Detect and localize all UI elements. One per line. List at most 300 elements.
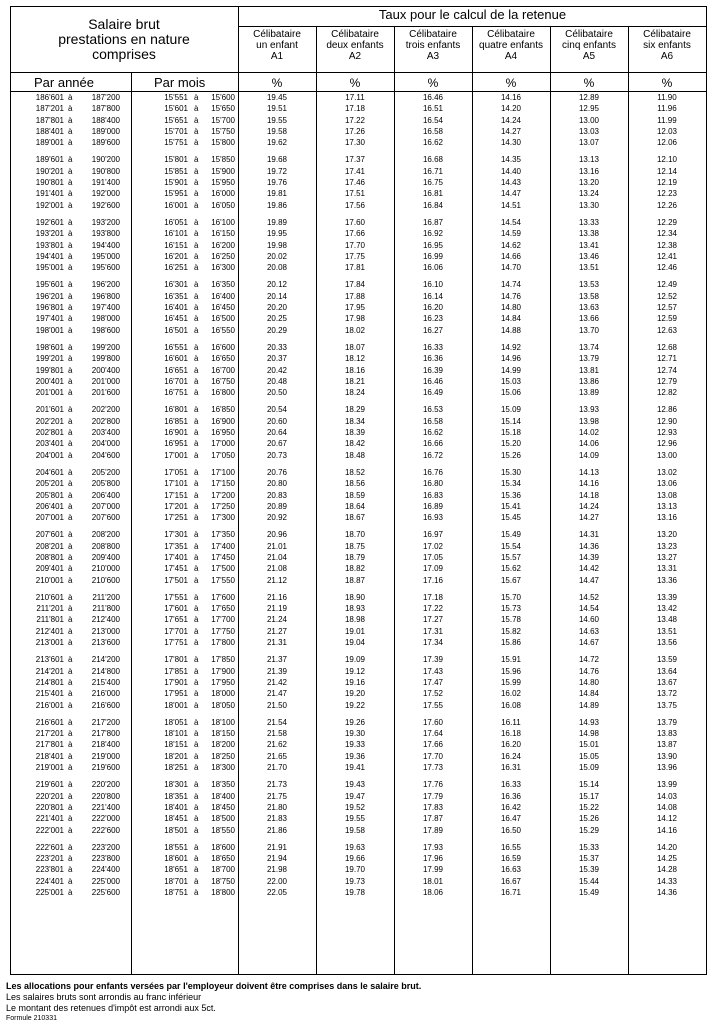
rate-cell-a4: 15.18 (500, 428, 522, 438)
range-separator: à (68, 717, 73, 727)
rate-cell-a4: 16.50 (500, 825, 522, 835)
annual-from: 210'001 (35, 575, 64, 585)
monthly-from: 15'601 (164, 104, 188, 114)
monthly-from: 17'251 (164, 513, 188, 523)
rate-cell-a1: 21.08 (266, 564, 288, 574)
rate-cell-a2: 18.29 (344, 405, 366, 415)
monthly-to: 17'400 (211, 541, 235, 551)
rate-cell-a1: 20.33 (266, 342, 288, 352)
salary-rates-divider (238, 6, 239, 974)
rate-cell-a3: 16.66 (422, 439, 444, 449)
rate-cell-a5: 14.76 (578, 666, 600, 676)
monthly-to: 16'750 (211, 376, 235, 386)
rate-cell-a2: 18.12 (344, 354, 366, 364)
annual-to: 193'200 (91, 217, 120, 227)
table-row (10, 427, 707, 438)
annual-to: 199'200 (91, 342, 120, 352)
rate-cell-a5: 13.51 (578, 263, 600, 273)
rate-cell-a5: 13.79 (578, 354, 600, 364)
rate-cell-a2: 19.55 (344, 814, 366, 824)
annual-to: 198'600 (91, 325, 120, 335)
annual-to: 200'400 (91, 365, 120, 375)
rate-cell-a1: 21.86 (266, 825, 288, 835)
rate-cell-a6: 13.23 (656, 541, 678, 551)
percent-label: % (583, 76, 595, 90)
monthly-from: 15'701 (164, 126, 188, 136)
annual-to: 195'600 (91, 263, 120, 273)
rate-cell-a6: 13.00 (656, 450, 678, 460)
rate-cell-a3: 17.83 (422, 802, 444, 812)
rate-cell-a2: 18.98 (344, 615, 366, 625)
monthly-from: 16'801 (164, 405, 188, 415)
rates-heading: Taux pour le calcul de la retenue (378, 7, 567, 22)
rate-cell-a5: 14.24 (578, 501, 600, 511)
monthly-to: 18'200 (211, 740, 235, 750)
rate-cell-a6: 13.83 (656, 729, 678, 739)
rate-cell-a1: 20.02 (266, 251, 288, 261)
rate-cell-a2: 17.11 (345, 93, 365, 102)
rate-cell-a6: 12.14 (656, 166, 678, 176)
annual-from: 206'401 (35, 501, 64, 511)
monthly-from: 17'351 (164, 541, 188, 551)
percent-label: % (271, 76, 283, 90)
range-separator: à (194, 763, 199, 773)
monthly-to: 17'600 (211, 592, 235, 602)
annual-to: 189'600 (91, 138, 120, 148)
rate-cell-a4: 16.47 (500, 814, 522, 824)
tax-rate-table (10, 6, 707, 897)
monthly-from: 18'351 (164, 791, 188, 801)
rate-cell-a4: 15.67 (500, 575, 522, 585)
range-separator: à (194, 104, 199, 114)
range-separator: à (194, 388, 199, 398)
monthly-to: 16'150 (211, 229, 235, 239)
monthly-to: 16'450 (211, 303, 235, 313)
annual-from: 189'601 (35, 155, 64, 165)
annual-to: 204'000 (91, 439, 120, 449)
rate-cell-a2: 18.39 (344, 428, 366, 438)
rate-cell-a3: 16.95 (422, 240, 444, 250)
range-separator: à (194, 314, 199, 324)
rate-cell-a4: 15.62 (500, 564, 522, 574)
monthly-to: 16'950 (211, 428, 235, 438)
rate-cell-a5: 15.29 (578, 825, 600, 835)
annual-to: 208'200 (91, 530, 120, 540)
rate-cell-a2: 17.88 (344, 291, 366, 301)
rate-cell-a6: 13.20 (656, 530, 678, 540)
monthly-from: 17'751 (164, 638, 188, 648)
annual-from: 193'201 (35, 229, 64, 239)
range-separator: à (68, 865, 73, 875)
rate-cell-a5: 15.33 (578, 842, 600, 852)
range-separator: à (194, 189, 199, 199)
annual-from: 195'601 (35, 280, 64, 290)
range-separator: à (68, 677, 73, 687)
category-line: Célibataire (643, 29, 691, 40)
annual-to: 225'600 (91, 888, 120, 897)
rate-cell-a2: 18.59 (344, 490, 366, 500)
rate-cell-a6: 13.87 (656, 740, 678, 750)
rate-cell-a5: 14.52 (578, 592, 600, 602)
rate-cell-a6: 13.72 (656, 689, 678, 699)
rate-cell-a4: 16.31 (500, 763, 522, 773)
monthly-from: 16'051 (164, 217, 188, 227)
gross-salary-heading-line: comprises (92, 45, 156, 62)
table-row (10, 450, 707, 461)
rate-cell-a3: 17.79 (422, 791, 444, 801)
rate-cell-a4: 15.86 (500, 638, 522, 648)
monthly-from: 15'551 (164, 93, 188, 102)
range-separator: à (194, 490, 199, 500)
rate-cell-a6: 14.12 (656, 814, 678, 824)
range-separator: à (68, 280, 73, 290)
rate-cell-a5: 14.39 (578, 552, 600, 562)
rate-cell-a3: 16.75 (422, 178, 444, 188)
annual-from: 224'401 (35, 876, 64, 886)
monthly-from: 18'601 (164, 854, 188, 864)
monthly-to: 17'750 (211, 626, 235, 636)
category-line: six enfants (643, 40, 691, 51)
annual-to: 192'600 (91, 200, 120, 210)
rate-cell-a6: 14.20 (656, 842, 678, 852)
rate-cell-a2: 17.26 (344, 126, 366, 136)
rate-cell-a2: 18.52 (344, 467, 366, 477)
range-separator: à (68, 700, 73, 710)
rate-cell-a3: 17.22 (422, 604, 444, 614)
rate-cell-a6: 12.74 (656, 365, 678, 375)
range-separator: à (194, 677, 199, 687)
range-separator: à (68, 439, 73, 449)
monthly-from: 17'901 (164, 677, 188, 687)
table-row (10, 677, 707, 688)
rate-cell-a3: 16.62 (422, 138, 444, 148)
table-row (10, 563, 707, 574)
rate-cell-a2: 19.04 (344, 638, 366, 648)
range-separator: à (68, 314, 73, 324)
rate-cell-a6: 13.31 (656, 564, 678, 574)
monthly-to: 17'550 (211, 575, 235, 585)
category-heading-a6 (628, 26, 706, 72)
rate-cell-a3: 16.14 (422, 291, 444, 301)
rate-cell-a3: 16.49 (422, 388, 444, 398)
rate-cell-a5: 13.74 (578, 342, 600, 352)
rate-cell-a2: 19.66 (344, 854, 366, 864)
rate-cell-a4: 15.49 (500, 530, 522, 540)
range-separator: à (68, 138, 73, 148)
rate-cell-a5: 15.44 (578, 876, 600, 886)
annual-from: 201'001 (35, 388, 64, 398)
range-separator: à (194, 354, 199, 364)
rate-cell-a6: 13.51 (656, 626, 678, 636)
range-separator: à (194, 93, 199, 102)
range-separator: à (68, 604, 73, 614)
monthly-from: 16'951 (164, 439, 188, 449)
rate-cell-a1: 20.29 (266, 325, 288, 335)
gross-salary-heading-line: Salaire brut (88, 15, 160, 32)
table-row (10, 626, 707, 637)
annual-from: 209'401 (35, 564, 64, 574)
range-separator: à (194, 200, 199, 210)
range-separator: à (194, 166, 199, 176)
monthly-to: 15'600 (211, 93, 235, 102)
annual-from: 205'801 (35, 490, 64, 500)
monthly-from: 18'501 (164, 825, 188, 835)
category-heading-a5 (550, 26, 628, 72)
monthly-from: 17'551 (164, 592, 188, 602)
monthly-to: 16'100 (211, 217, 235, 227)
rate-cell-a2: 17.75 (344, 251, 366, 261)
annual-from: 225'001 (35, 888, 64, 897)
category-line: trois enfants (405, 40, 461, 51)
rate-cell-a2: 18.64 (344, 501, 366, 511)
rate-cell-a2: 19.12 (344, 666, 366, 676)
rate-cell-a6: 13.06 (656, 479, 678, 489)
range-separator: à (68, 791, 73, 801)
range-separator: à (68, 638, 73, 648)
percent-label: % (427, 76, 439, 90)
table-row (10, 529, 707, 540)
rate-cell-a2: 19.33 (344, 740, 366, 750)
table-row (10, 103, 707, 114)
rate-cell-a6: 11.90 (657, 93, 677, 102)
table-row (10, 700, 707, 711)
monthly-to: 15'800 (211, 138, 235, 148)
monthly-from: 17'201 (164, 501, 188, 511)
rate-cell-a2: 17.70 (344, 240, 366, 250)
rate-cell-a4: 15.20 (500, 439, 522, 449)
rate-cell-a1: 21.94 (266, 854, 288, 864)
rate-cell-a2: 18.93 (344, 604, 366, 614)
range-separator: à (194, 439, 199, 449)
rate-cell-a4: 14.35 (500, 155, 522, 165)
annual-from: 208'201 (35, 541, 64, 551)
rate-cell-a1: 19.98 (266, 240, 288, 250)
rate-cell-a3: 17.52 (422, 689, 444, 699)
rate-cell-a2: 18.56 (344, 479, 366, 489)
range-separator: à (194, 251, 199, 261)
rate-cell-a4: 16.59 (500, 854, 522, 864)
range-separator: à (68, 388, 73, 398)
rate-cell-a4: 14.74 (500, 280, 522, 290)
annual-from: 216'001 (35, 700, 64, 710)
rate-cell-a3: 17.18 (422, 592, 444, 602)
rate-cell-a1: 21.19 (266, 604, 288, 614)
rate-cell-a4: 14.27 (500, 126, 522, 136)
table-row (10, 637, 707, 648)
rate-cell-a6: 12.23 (656, 189, 678, 199)
rate-cell-a6: 13.90 (656, 751, 678, 761)
range-separator: à (68, 126, 73, 136)
rate-cell-a5: 14.36 (578, 541, 600, 551)
monthly-from: 18'401 (164, 802, 188, 812)
rate-cell-a2: 19.58 (344, 825, 366, 835)
table-border-top (10, 6, 707, 7)
monthly-to: 17'650 (211, 604, 235, 614)
range-separator: à (194, 780, 199, 790)
monthly-from: 15'751 (164, 138, 188, 148)
rate-cell-a5: 12.89 (578, 93, 600, 102)
rate-cell-a5: 14.31 (578, 530, 600, 540)
rate-cell-a6: 12.29 (656, 217, 678, 227)
category-line: A5 (582, 51, 596, 62)
annual-from: 208'801 (35, 552, 64, 562)
table-row (10, 387, 707, 398)
rate-cell-a3: 16.58 (422, 416, 444, 426)
rate-cell-a2: 18.70 (344, 530, 366, 540)
rate-cell-a3: 16.27 (422, 325, 444, 335)
table-row (10, 217, 707, 228)
column-divider (394, 26, 395, 974)
annual-to: 220'800 (91, 791, 120, 801)
gross-salary-heading-line: prestations en nature (58, 30, 190, 47)
table-row (10, 864, 707, 875)
rate-cell-a2: 18.82 (344, 564, 366, 574)
monthly-from: 16'201 (164, 251, 188, 261)
rate-cell-a4: 16.63 (500, 865, 522, 875)
rate-cell-a5: 14.93 (578, 717, 600, 727)
rate-cell-a6: 12.86 (656, 405, 678, 415)
category-line: A1 (270, 51, 284, 62)
rate-cell-a4: 14.59 (500, 229, 522, 239)
monthly-from: 17'501 (164, 575, 188, 585)
rate-cell-a2: 19.30 (344, 729, 366, 739)
range-separator: à (68, 530, 73, 540)
range-separator: à (194, 416, 199, 426)
rate-cell-a6: 12.03 (656, 126, 678, 136)
annual-from: 192'001 (35, 200, 64, 210)
rate-cell-a3: 17.47 (422, 677, 444, 687)
rate-cell-a6: 12.41 (656, 251, 678, 261)
rate-cell-a2: 19.78 (344, 888, 366, 897)
annual-from: 213'001 (35, 638, 64, 648)
rate-cell-a5: 13.70 (578, 325, 600, 335)
annual-to: 188'400 (91, 115, 120, 125)
monthly-from: 18'251 (164, 763, 188, 773)
rate-cell-a6: 13.16 (656, 513, 678, 523)
rate-cell-a5: 13.13 (578, 155, 600, 165)
annual-to: 213'600 (91, 638, 120, 648)
category-line: Célibataire (409, 29, 457, 40)
rate-cell-a1: 19.76 (266, 178, 288, 188)
monthly-to: 18'700 (211, 865, 235, 875)
range-separator: à (194, 865, 199, 875)
rate-cell-a2: 18.24 (344, 388, 366, 398)
rate-cell-a1: 20.50 (266, 388, 288, 398)
rate-cell-a4: 15.78 (500, 615, 522, 625)
monthly-to: 16'000 (211, 189, 235, 199)
rate-cell-a2: 17.84 (344, 280, 366, 290)
table-row (10, 791, 707, 802)
rate-cell-a2: 19.52 (344, 802, 366, 812)
rate-cell-a3: 16.53 (422, 405, 444, 415)
monthly-from: 17'851 (164, 666, 188, 676)
rate-cell-a5: 15.39 (578, 865, 600, 875)
annual-from: 190'201 (35, 166, 64, 176)
monthly-to: 17'050 (211, 450, 235, 460)
rounding-note-salary: Les salaires bruts sont arrondis au franc inférieur (6, 992, 202, 1002)
rate-cell-a5: 13.81 (578, 365, 600, 375)
monthly-to: 16'250 (211, 251, 235, 261)
rate-cell-a4: 16.36 (500, 791, 522, 801)
rate-cell-a3: 16.81 (422, 189, 444, 199)
range-separator: à (68, 376, 73, 386)
annual-to: 208'800 (91, 541, 120, 551)
annual-to: 205'800 (91, 479, 120, 489)
rate-cell-a4: 14.84 (500, 314, 522, 324)
rate-cell-a5: 14.42 (578, 564, 600, 574)
rate-cell-a1: 19.72 (266, 166, 288, 176)
rate-cell-a1: 19.51 (266, 104, 288, 114)
annual-from: 196'201 (35, 291, 64, 301)
rate-cell-a3: 16.46 (422, 93, 444, 102)
rate-cell-a5: 14.18 (578, 490, 600, 500)
rate-cell-a5: 13.63 (578, 303, 600, 313)
rate-cell-a4: 16.33 (500, 780, 522, 790)
range-separator: à (194, 365, 199, 375)
monthly-from: 16'351 (164, 291, 188, 301)
annual-to: 190'200 (91, 155, 120, 165)
per-month-heading: Par mois (154, 75, 206, 90)
rate-cell-a6: 12.71 (656, 354, 678, 364)
range-separator: à (68, 405, 73, 415)
rate-cell-a6: 14.16 (656, 825, 678, 835)
monthly-to: 17'450 (211, 552, 235, 562)
range-separator: à (68, 450, 73, 460)
range-separator: à (68, 479, 73, 489)
rate-cell-a1: 19.95 (266, 229, 288, 239)
monthly-to: 17'800 (211, 638, 235, 648)
rate-cell-a4: 16.42 (500, 802, 522, 812)
monthly-from: 18'651 (164, 865, 188, 875)
range-separator: à (68, 876, 73, 886)
annual-to: 201'600 (91, 388, 120, 398)
monthly-to: 15'850 (211, 155, 235, 165)
range-separator: à (194, 615, 199, 625)
range-separator: à (194, 638, 199, 648)
range-separator: à (194, 126, 199, 136)
rate-cell-a6: 13.64 (656, 666, 678, 676)
monthly-from: 18'001 (164, 700, 188, 710)
rate-cell-a6: 13.48 (656, 615, 678, 625)
range-separator: à (194, 178, 199, 188)
table-row (10, 325, 707, 336)
annual-from: 210'601 (35, 592, 64, 602)
table-row (10, 228, 707, 239)
rate-cell-a5: 13.58 (578, 291, 600, 301)
rate-cell-a2: 17.95 (344, 303, 366, 313)
table-row (10, 779, 707, 790)
rate-cell-a1: 20.60 (266, 416, 288, 426)
monthly-from: 16'501 (164, 325, 188, 335)
rate-cell-a5: 14.72 (578, 655, 600, 665)
range-separator: à (194, 115, 199, 125)
range-separator: à (68, 780, 73, 790)
annual-from: 202'201 (35, 416, 64, 426)
rate-cell-a4: 15.73 (500, 604, 522, 614)
annual-to: 219'000 (91, 751, 120, 761)
rate-cell-a1: 21.98 (266, 865, 288, 875)
annual-to: 203'400 (91, 428, 120, 438)
monthly-from: 17'101 (164, 479, 188, 489)
range-separator: à (194, 751, 199, 761)
annual-from: 197'401 (35, 314, 64, 324)
category-line: A4 (504, 51, 518, 62)
monthly-from: 17'651 (164, 615, 188, 625)
table-row (10, 592, 707, 603)
rate-cell-a4: 14.40 (500, 166, 522, 176)
rate-cell-a2: 19.22 (344, 700, 366, 710)
rate-cell-a6: 13.36 (656, 575, 678, 585)
